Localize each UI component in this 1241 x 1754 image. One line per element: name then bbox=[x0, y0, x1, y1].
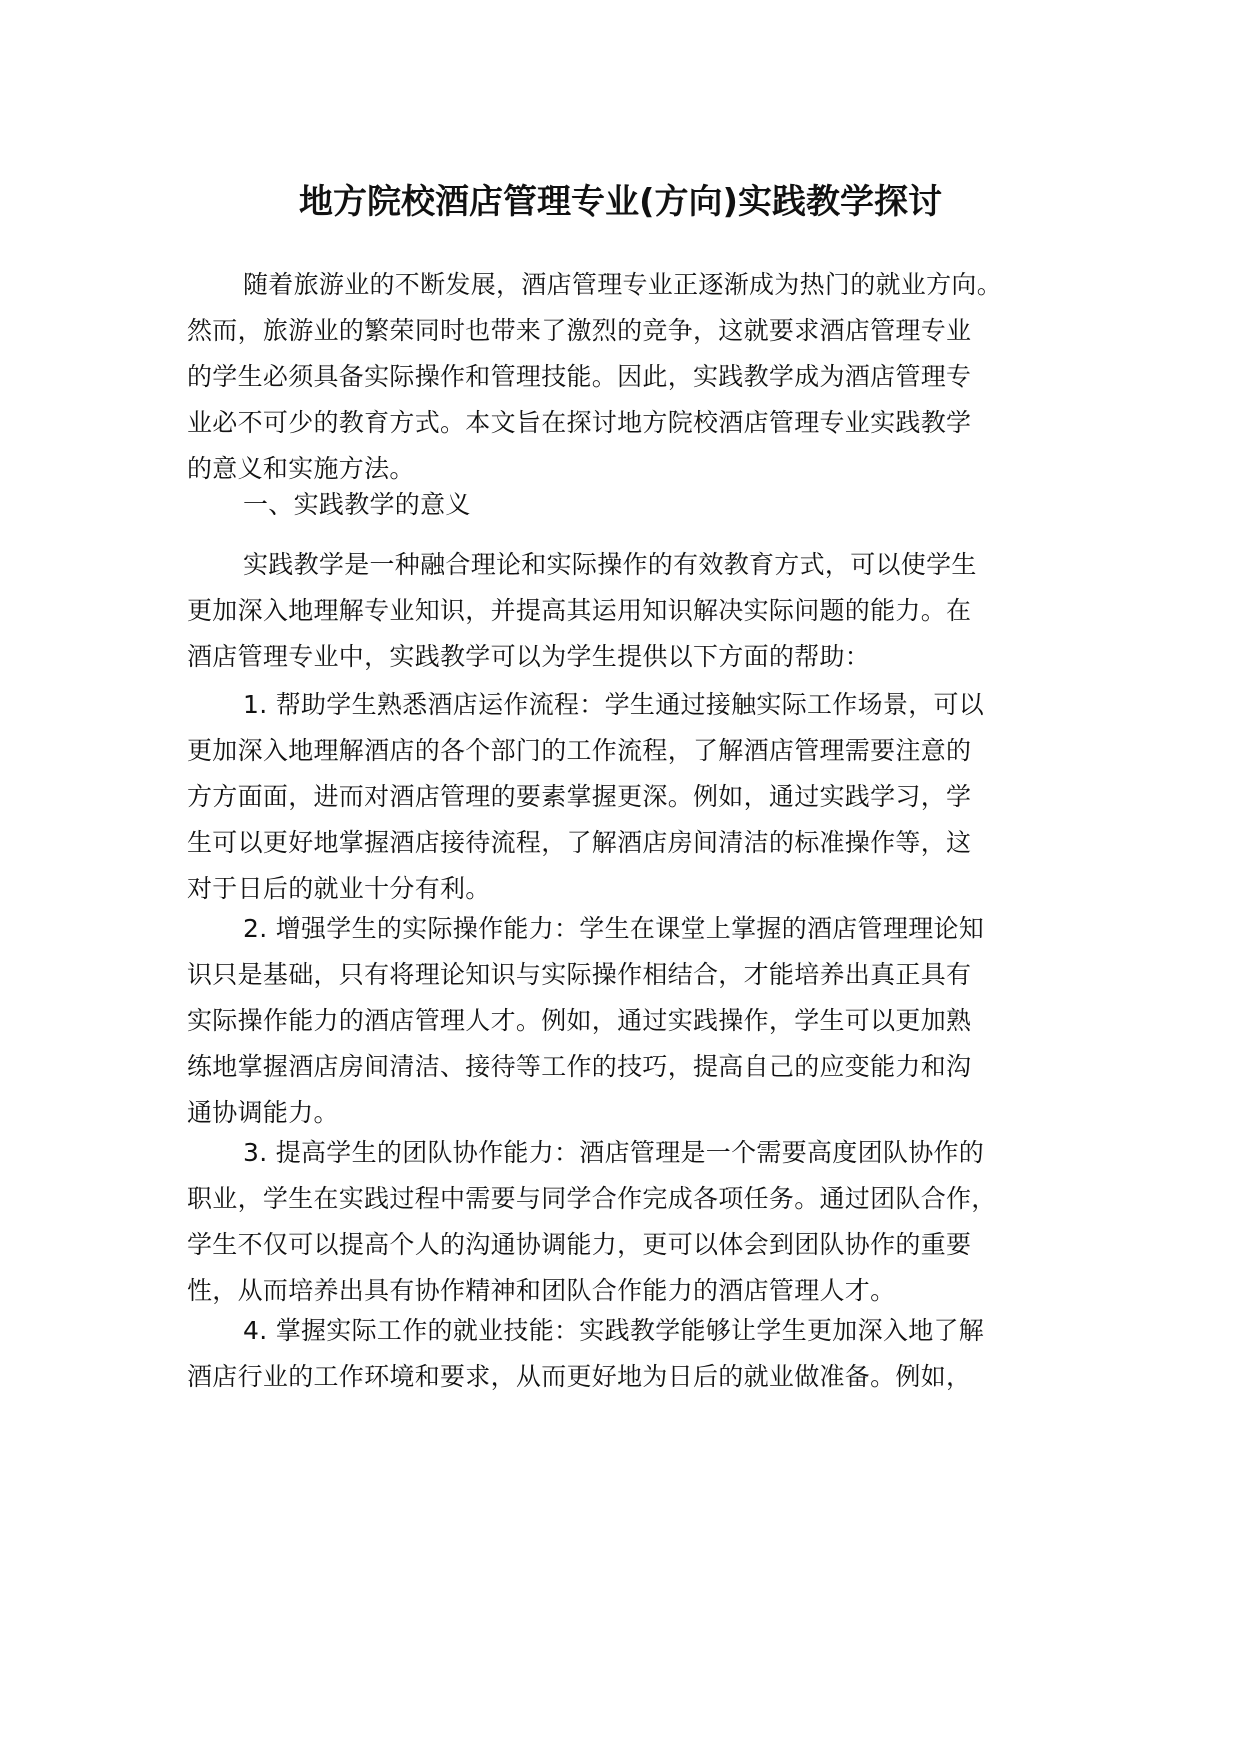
paragraph-line: 随着旅游业的不断发展，酒店管理专业正逐渐成为热门的就业方向。 bbox=[243, 270, 1003, 299]
paragraph-line: 更加深入地理解酒店的各个部门的工作流程，了解酒店管理需要注意的 bbox=[187, 736, 972, 765]
section-heading bbox=[187, 482, 1067, 528]
paragraph-line: 的学生必须具备实际操作和管理技能。因此，实践教学成为酒店管理专 bbox=[187, 362, 972, 391]
list-item-3 bbox=[187, 1130, 1067, 1314]
paragraph-line: 练地掌握酒店房间清洁、接待等工作的技巧，提高自己的应变能力和沟 bbox=[187, 1052, 972, 1081]
paragraph-line: 生可以更好地掌握酒店接待流程，了解酒店房间清洁的标准操作等，这 bbox=[187, 828, 972, 857]
paragraph-line: 更加深入地理解专业知识，并提高其运用知识解决实际问题的能力。在 bbox=[187, 596, 972, 625]
paragraph-line: 然而，旅游业的繁荣同时也带来了激烈的竞争，这就要求酒店管理专业 bbox=[187, 316, 972, 345]
paragraph-intro bbox=[187, 262, 1067, 492]
list-item-2 bbox=[187, 906, 1067, 1136]
paragraph-line: 2. 增强学生的实际操作能力：学生在课堂上掌握的酒店管理理论知 bbox=[243, 914, 985, 943]
list-item-1 bbox=[187, 682, 1067, 912]
list-item-4 bbox=[187, 1308, 1067, 1400]
paragraph-line: 实际操作能力的酒店管理人才。例如，通过实践操作，学生可以更加熟 bbox=[187, 1006, 972, 1035]
paragraph-line: 职业，学生在实践过程中需要与同学合作完成各项任务。通过团队合作， bbox=[187, 1184, 997, 1213]
paragraph-line: 酒店行业的工作环境和要求，从而更好地为日后的就业做准备。例如， bbox=[187, 1362, 972, 1391]
paragraph-line: 的意义和实施方法。 bbox=[187, 454, 415, 483]
paragraph-significance bbox=[187, 542, 1067, 680]
paragraph-line: 对于日后的就业十分有利。 bbox=[187, 874, 491, 903]
paragraph-line: 3. 提高学生的团队协作能力：酒店管理是一个需要高度团队协作的 bbox=[243, 1138, 985, 1167]
paragraph-line: 业必不可少的教育方式。本文旨在探讨地方院校酒店管理专业实践教学 bbox=[187, 408, 972, 437]
paragraph-line: 酒店管理专业中，实践教学可以为学生提供以下方面的帮助： bbox=[187, 642, 871, 671]
paragraph-line: 4. 掌握实际工作的就业技能：实践教学能够让学生更加深入地了解 bbox=[243, 1316, 985, 1345]
paragraph-line: 1. 帮助学生熟悉酒店运作流程：学生通过接触实际工作场景，可以 bbox=[243, 690, 985, 719]
paragraph-line: 通协调能力。 bbox=[187, 1098, 339, 1127]
paragraph-line: 性，从而培养出具有协作精神和团队合作能力的酒店管理人才。 bbox=[187, 1276, 896, 1305]
section-heading-text: 一、实践教学的意义 bbox=[243, 490, 471, 519]
paragraph-line: 学生不仅可以提高个人的沟通协调能力，更可以体会到团队协作的重要 bbox=[187, 1230, 972, 1259]
paragraph-line: 识只是基础，只有将理论知识与实际操作相结合，才能培养出真正具有 bbox=[187, 960, 972, 989]
paragraph-line: 方方面面，进而对酒店管理的要素掌握更深。例如，通过实践学习，学 bbox=[187, 782, 972, 811]
document-title: 地方院校酒店管理专业(方向)实践教学探讨 bbox=[298, 182, 943, 222]
paragraph-line: 实践教学是一种融合理论和实际操作的有效教育方式，可以使学生 bbox=[243, 550, 977, 579]
